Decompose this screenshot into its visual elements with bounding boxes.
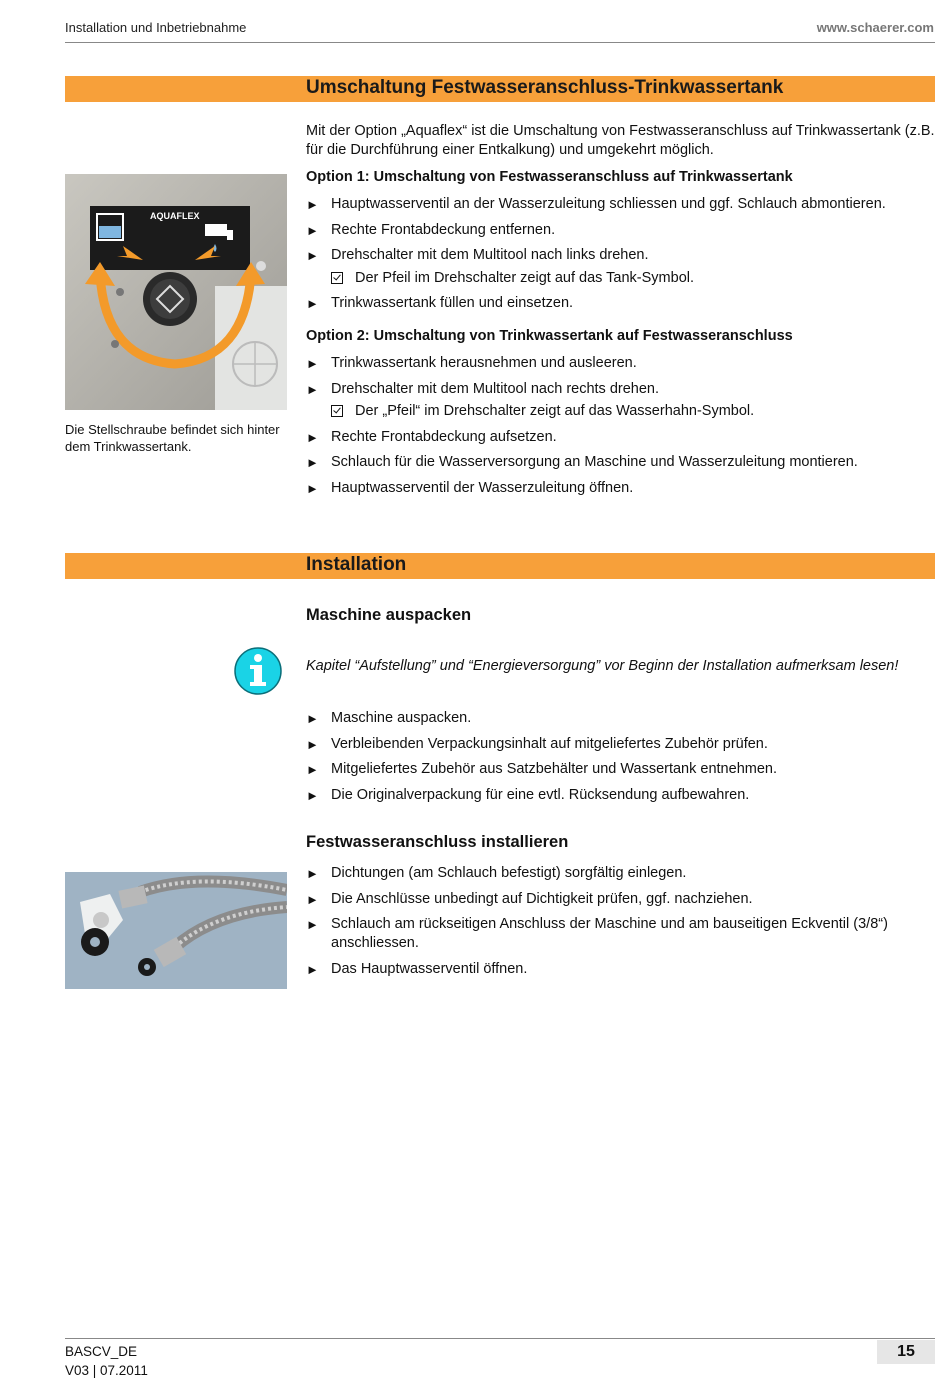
list-item: ► Die Anschlüsse unbedingt auf Dichtigkeit prüfen, ggf. nachziehen.	[306, 890, 753, 907]
section-title-installation: Installation	[306, 554, 407, 575]
list-item: ► Hauptwasserventil an der Wasserzuleitung schliessen und ggf. Schlauch abmontieren.	[306, 196, 886, 212]
bullet-arrow-icon: ►	[306, 711, 319, 726]
section1-content	[306, 122, 936, 504]
info-icon	[233, 646, 283, 696]
bullet-arrow-icon: ►	[306, 296, 319, 311]
bullet-arrow-icon: ►	[306, 248, 319, 263]
list-item: ► Trinkwassertank füllen und einsetzen.	[306, 295, 574, 311]
bullet-arrow-icon: ►	[306, 736, 319, 752]
header-rule	[65, 42, 935, 43]
bullet-arrow-icon: ►	[306, 222, 319, 238]
list-item: ► Schlauch am rückseitigen Anschluss der Maschine und am bauseitigen Eckventil (3/8“) anschliessen.	[306, 916, 888, 951]
list-item: ► Mitgeliefertes Zubehör aus Satzbehälter und Wassertank entnehmen.	[306, 761, 777, 777]
list-item: ► Hauptwasserventil der Wasserzuleitung öffnen.	[306, 479, 634, 496]
list-item: ► Schlauch für die Wasserversorgung an Maschine und Wasserzuleitung montieren.	[306, 454, 858, 470]
result-item: Der Pfeil im Drehschalter zeigt auf das Tank-Symbol.	[306, 269, 936, 288]
website-url[interactable]: www.schaerer.com	[816, 20, 934, 35]
bullet-arrow-icon: ►	[306, 891, 319, 907]
heading-festwasseranschluss: Festwasseranschluss installieren	[306, 833, 569, 851]
bullet-arrow-icon: ►	[306, 762, 319, 777]
checkbox-icon	[331, 405, 343, 417]
footer-doc-info	[65, 1342, 148, 1380]
option1-steps	[306, 195, 936, 313]
doc-version: V03 | 07.2011	[65, 1363, 148, 1378]
running-header-section: Installation und Inbetriebnahme	[65, 20, 247, 35]
list-item: ► Die Originalverpackung für eine evtl. Rücksendung aufbewahren.	[306, 786, 750, 803]
aquaflex-switch-photo	[65, 174, 287, 410]
section-band-umschaltung	[65, 76, 935, 102]
bullet-arrow-icon: ►	[306, 866, 319, 881]
result-item: Der „Pfeil“ im Drehschalter zeigt auf das Wasserhahn-Symbol.	[306, 402, 936, 421]
list-item: ► Maschine auspacken.	[306, 710, 472, 726]
fixed-water-steps-block	[306, 864, 936, 985]
intro-paragraph: Mit der Option „Aquaflex“ ist die Umschaltung von Festwasseranschluss auf Trinkwassertank (z.B. für die Durchführung einer Entkalkung) und umgekehrt möglich.	[306, 123, 935, 158]
water-hose-photo	[65, 872, 287, 989]
option2-steps	[306, 354, 936, 498]
fixed-water-steps	[306, 864, 936, 979]
bullet-arrow-icon: ►	[306, 787, 319, 803]
bullet-arrow-icon: ►	[306, 381, 319, 397]
bullet-arrow-icon: ►	[306, 480, 319, 496]
doc-id: BASCV_DE	[65, 1344, 138, 1359]
list-item: ► Trinkwassertank herausnehmen und ausleeren.	[306, 355, 637, 371]
page-number: 15	[877, 1340, 935, 1364]
aquaflex-label: AQUAFLEX	[150, 211, 200, 221]
bullet-arrow-icon: ►	[306, 356, 319, 371]
list-item: ► Drehschalter mit dem Multitool nach rechts drehen.	[306, 380, 660, 397]
heading-maschine-auspacken: Maschine auspacken	[306, 606, 472, 624]
list-item: ► Das Hauptwasserventil öffnen.	[306, 960, 528, 977]
list-item: ► Verbleibenden Verpackungsinhalt auf mitgeliefertes Zubehör prüfen.	[306, 735, 768, 752]
section-title-umschaltung: Umschaltung Festwasseranschluss-Trinkwassertank	[306, 77, 784, 98]
list-item: ► Drehschalter mit dem Multitool nach links drehen.	[306, 247, 649, 263]
bullet-arrow-icon: ►	[306, 961, 319, 977]
bullet-arrow-icon: ►	[306, 197, 319, 212]
info-note: Kapitel “Aufstellung” und “Energieversorgung” vor Beginn der Installation aufmerksam lesen!	[306, 658, 899, 674]
list-item: ► Dichtungen (am Schlauch befestigt) sorgfältig einlegen.	[306, 865, 687, 881]
footer-rule	[65, 1338, 935, 1339]
bullet-arrow-icon: ►	[306, 917, 319, 932]
checkbox-icon	[331, 272, 343, 284]
bullet-arrow-icon: ►	[306, 429, 319, 445]
list-item: ► Rechte Frontabdeckung entfernen.	[306, 221, 556, 238]
section-band-installation	[65, 553, 935, 579]
photo-caption: Die Stellschraube befindet sich hinter dem Trinkwassertank.	[65, 422, 280, 454]
unpack-steps	[306, 709, 936, 805]
unpack-steps-block	[306, 709, 936, 811]
bullet-arrow-icon: ►	[306, 455, 319, 470]
option1-heading: Option 1: Umschaltung von Festwasseranschluss auf Trinkwassertank	[306, 169, 793, 185]
list-item: ► Rechte Frontabdeckung aufsetzen.	[306, 428, 557, 445]
option2-heading: Option 2: Umschaltung von Trinkwassertank auf Festwasseranschluss	[306, 328, 793, 344]
